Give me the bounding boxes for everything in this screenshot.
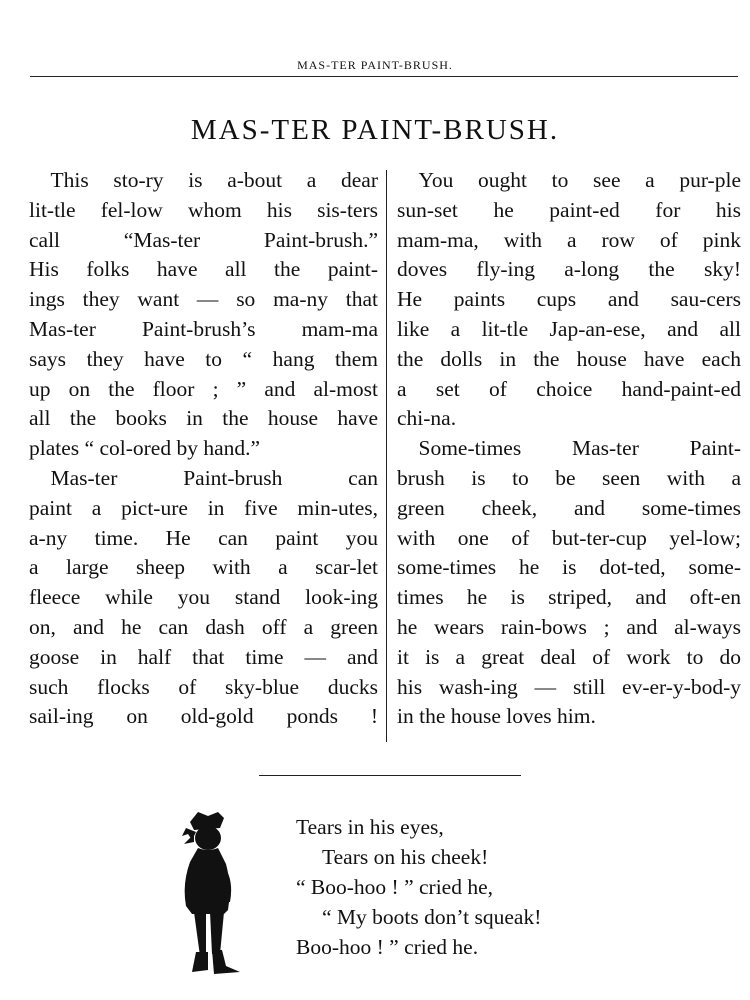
text-line: his wash-ing — still ev-er-y-bod-y [397, 674, 741, 699]
text-line: plates “ col-ored by hand.” [29, 436, 261, 461]
text-line: Some-times Mas-ter Paint- [397, 436, 741, 461]
text-line: call “Mas-ter Paint-brush.” [29, 227, 378, 252]
text-line: a set of choice hand-paint-ed [397, 376, 741, 401]
child-silhouette-icon [168, 806, 250, 980]
text-line: paint a pict-ure in five min-utes, [29, 495, 378, 520]
section-rule [259, 775, 521, 776]
text-line: goose in half that time — and [29, 644, 378, 669]
text-line: all the books in the house have [29, 406, 378, 431]
text-line: ings they want — so ma-ny that [29, 287, 378, 312]
text-line: like a lit-tle Jap-an-ese, and all [397, 316, 741, 341]
running-head: MAS-TER PAINT-BRUSH. [297, 58, 453, 72]
poem-line: “ Boo-hoo ! ” cried he, [296, 875, 494, 899]
page-title: MAS-TER PAINT-BRUSH. [190, 114, 560, 146]
left-column [29, 166, 378, 732]
text-line: up on the floor ; ” and al-most [29, 376, 378, 401]
text-line: green cheek, and some-times [397, 495, 741, 520]
text-line: sail-ing on old-gold ponds ! [29, 704, 378, 729]
text-line: This sto-ry is a-bout a dear [29, 168, 378, 192]
header-rule [30, 76, 738, 77]
text-line: he wears rain-bows ; and al-ways [397, 614, 741, 639]
poem-line: Tears in his eyes, [296, 815, 444, 839]
text-line: in the house loves him. [397, 704, 596, 729]
poem-line: Boo-hoo ! ” cried he. [296, 935, 479, 959]
column-divider [386, 170, 387, 742]
poem-line: “ My boots don’t squeak! [322, 905, 542, 929]
text-line: brush is to be seen with a [397, 465, 741, 490]
text-line: You ought to see a pur-ple [397, 168, 741, 192]
text-line: the dolls in the house have each [397, 346, 741, 371]
right-column [397, 166, 741, 732]
text-line: He paints cups and sau-cers [397, 287, 741, 312]
text-line: lit-tle fel-low whom his sis-ters [29, 197, 378, 222]
text-line: such flocks of sky-blue ducks [29, 674, 378, 699]
text-line: it is a great deal of work to do [397, 644, 741, 669]
text-line: Mas-ter Paint-brush’s mam-ma [29, 316, 378, 341]
text-line: a-ny time. He can paint you [29, 525, 378, 550]
text-line: a large sheep with a scar-let [29, 555, 378, 580]
text-line: some-times he is dot-ted, some- [397, 555, 741, 580]
text-line: on, and he can dash off a green [29, 614, 378, 639]
poem [296, 812, 541, 962]
text-line: says they have to “ hang them [29, 346, 378, 371]
text-line: with one of but-ter-cup yel-low; [397, 525, 741, 550]
text-line: times he is striped, and oft-en [397, 585, 741, 610]
poem-line: Tears on his cheek! [322, 845, 489, 869]
text-line: sun-set he paint-ed for his [397, 197, 741, 222]
text-line: His folks have all the paint- [29, 257, 378, 282]
text-line: fleece while you stand look-ing [29, 585, 378, 610]
text-line: doves fly-ing a-long the sky! [397, 257, 741, 282]
text-line: Mas-ter Paint-brush can [29, 465, 378, 490]
text-line: chi-na. [397, 406, 457, 431]
text-line: mam-ma, with a row of pink [397, 227, 741, 252]
